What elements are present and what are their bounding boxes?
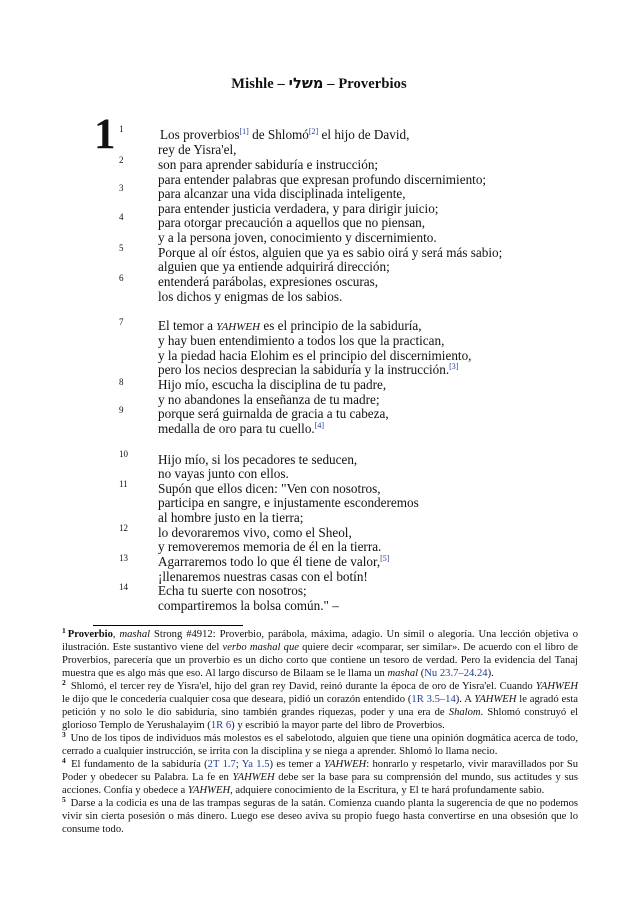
text: Shlomó, el tercer rey de Yisra'el, hijo del gran rey David, reinó durante la época de oro de Yisra'el. Cuando	[67, 681, 536, 692]
text: (	[418, 668, 425, 680]
text: Darse a la codicia es una de las trampas seguras de la satán. Comienza cuando planta la sugerencia de que no podemos vivir sin cierta posesión o más dinero. Luego ese deseo aviva su propio fuego hasta convertirse en una obsesión que lo consume todo.	[62, 798, 578, 836]
footnote-ref-2[interactable]: [2]	[308, 127, 319, 136]
text: medalla de oro para tu cuello.	[158, 421, 315, 436]
verse-line: rey de Yisra'el,	[158, 142, 237, 157]
text: pero los necios desprecian la sabiduría y la instrucción.	[158, 362, 450, 377]
verse-number: 1	[119, 124, 124, 134]
verse-number: 8	[119, 377, 124, 387]
footnote-5	[62, 797, 578, 836]
footnote-number: 3	[62, 730, 66, 739]
verse-number: 3	[119, 183, 124, 193]
verse-line	[158, 362, 458, 378]
scripture-link[interactable]: 2T 1.7	[207, 759, 236, 770]
footnote-ref-3[interactable]: [3]	[449, 362, 459, 371]
text: Strong #4912: Proverbio, parábola, máxima, adagio. Un símil o alegoría. Una lección objetiva o ilustración. Este sustantivo viene del	[62, 629, 578, 654]
verse-line: Hijo mío, escucha la disciplina de tu padre,	[158, 377, 387, 392]
text: ) y escribió la mayor parte del libro de Proverbios.	[231, 720, 445, 732]
verse-line: para entender justicia verdadera, y para dirigir juicio;	[158, 201, 439, 216]
text: ).	[487, 668, 494, 680]
text: El fundamento de la sabiduría (	[67, 759, 208, 770]
text: ,	[112, 629, 120, 640]
verse-number: 7	[119, 317, 124, 327]
text: mashal	[119, 629, 151, 640]
verse-line: compartiremos la bolsa común." –	[158, 598, 339, 613]
divine-name: YAHWEH	[187, 785, 231, 797]
text: ). A	[455, 694, 475, 706]
divine-name: YAHWEH	[216, 321, 261, 333]
verse-line: porque será guirnalda de gracia a tu cabeza,	[158, 406, 389, 421]
text: , adquiere conocimiento de la Escritura, y El te hará profundamente sabio.	[230, 785, 545, 797]
footnote-ref-5[interactable]: [5]	[380, 554, 390, 563]
verse-line: ¡llenaremos nuestras casas con el botín!	[158, 569, 368, 584]
verse-line: para entender palabras que expresan profundo discernimiento;	[158, 172, 487, 187]
footnote-3	[62, 732, 578, 758]
verse-number: 10	[119, 449, 128, 459]
footnote-ref-1[interactable]: [1]	[239, 127, 249, 136]
text: es el principio de la sabiduría,	[260, 318, 422, 333]
verse-line: para alcanzar una vida disciplinada inteligente,	[158, 186, 406, 201]
footnote-2	[62, 680, 578, 732]
page-title	[0, 76, 638, 93]
text: Shalom	[448, 707, 481, 719]
verse-number: 4	[119, 212, 124, 222]
verse-number: 2	[119, 155, 124, 165]
divine-name: YAHWEH	[535, 681, 578, 692]
chapter-number: 1	[94, 111, 116, 158]
text: : honrarlo y respetarlo, vivir maravillados por Su Poder y obedecer su Palabra. La fe en	[62, 759, 579, 784]
verse-number: 9	[119, 405, 124, 415]
title-spanish-left: Mishle –	[231, 76, 285, 92]
footnote-number: 1	[62, 626, 66, 635]
verse-number: 12	[119, 523, 128, 533]
text: Los proverbios	[160, 127, 240, 142]
verse-number: 14	[119, 582, 128, 592]
verse-line: los dichos y enigmas de los sabios.	[158, 289, 343, 304]
verse-line: y hay buen entendimiento a todos los que la practican,	[158, 333, 445, 348]
footnote-1	[62, 628, 578, 680]
footnote-4	[62, 758, 578, 797]
verse-line	[158, 554, 389, 570]
text: le dijo que le concedería cualquier cosa que deseara, pidió un corazón entendido (	[62, 694, 412, 706]
footnote-number: 5	[62, 795, 66, 804]
text: . Shlomó construyó el glorioso Templo de Yerushalayim (	[62, 707, 578, 732]
verse-number: 6	[119, 273, 124, 283]
footnote-ref-4[interactable]: [4]	[314, 421, 325, 430]
scripture-link[interactable]: Ya 1.5	[241, 759, 270, 770]
verse-number: 11	[119, 479, 128, 489]
verse-line	[158, 421, 324, 437]
divine-name: YAHWEH	[323, 759, 367, 770]
title-spanish-right: – Proverbios	[327, 76, 407, 92]
verse-line: entenderá parábolas, expresiones oscuras,	[158, 274, 379, 289]
verse-line: para otorgar precaución a aquellos que no piensan,	[158, 215, 426, 230]
scripture-link[interactable]: 1R 3.5–14	[411, 694, 456, 706]
text: mashal	[387, 668, 419, 680]
text: ;	[235, 759, 242, 770]
verse-number: 13	[119, 553, 128, 563]
text: le agradó esta petición y no solo le dio sabiduría, sino también grandes riquezas, poder y una era de	[62, 694, 578, 719]
footnote-number: 2	[62, 678, 66, 687]
verse-line: alguien que ya entiende adquirirá dirección;	[158, 259, 390, 274]
text: debe ser la base para su comprensión del mundo, sus actitudes y sus acciones. Confía y obedece a	[62, 772, 579, 797]
text: Agarraremos todo lo que él tiene de valor,	[158, 554, 381, 569]
verse-line: y removeremos memoria de él en la tierra.	[158, 539, 382, 554]
text: de Shlomó	[248, 127, 309, 142]
verse-line: y no abandones la enseñanza de tu madre;	[158, 392, 380, 407]
verse-line: no vayas junto con ellos.	[158, 466, 289, 481]
scripture-link[interactable]: 1R 6	[210, 720, 232, 732]
text: el hijo de David,	[318, 127, 410, 142]
verse-line: son para aprender sabiduría e instrucción;	[158, 157, 379, 172]
verse-line: participa en sangre, e injustamente esconderemos	[158, 495, 419, 510]
verse-line	[160, 127, 409, 143]
title-hebrew: משלי	[288, 76, 324, 92]
text: El temor a	[158, 318, 217, 333]
verse-line: lo devoraremos vivo, como el Sheol,	[158, 525, 352, 540]
verse-line: Hijo mío, si los pecadores te seducen,	[158, 452, 358, 467]
text: ) es temer a	[269, 759, 324, 770]
scripture-link[interactable]: Nu 23.7–24.24	[424, 668, 488, 680]
footnote-term: Proverbio	[67, 629, 113, 640]
verse-line: Supón que ellos dicen: "Ven con nosotros,	[158, 481, 381, 496]
text: quiere decir «comparar, ser similar». De acuerdo con el libro de Proverbios, parecería que un proverbio es un dicho corto que contiene un tesoro de verdad. Pero la evidencia del Tanaj muestra que es algo más que eso. Al largo discurso de Bilaam se le llama un	[62, 642, 578, 680]
text: verbo mashal que	[222, 642, 299, 654]
text: Uno de los tipos de individuos más molestos es el sabelotodo, alguien que tiene una opinión dogmática acerca de todo, cerrado a cualquier instrucción, se irrita con la disciplina y se niega a aprender. Shlomó lo llama necio.	[62, 733, 578, 758]
verse-line: y la piedad hacia Elohim es el principio del discernimiento,	[158, 348, 472, 363]
footnote-divider	[93, 625, 243, 626]
divine-name: YAHWEH	[474, 694, 517, 706]
verse-line: Echa tu suerte con nosotros;	[158, 583, 307, 598]
divine-name: YAHWEH	[232, 772, 275, 784]
verse-number: 5	[119, 243, 124, 253]
verse-line: y a la persona joven, conocimiento y discernimiento.	[158, 230, 437, 245]
verse-line: Porque al oír éstos, alguien que ya es sabio oirá y será más sabio;	[158, 245, 503, 260]
verse-line: al hombre justo en la tierra;	[158, 510, 304, 525]
footnote-number: 4	[62, 756, 66, 765]
